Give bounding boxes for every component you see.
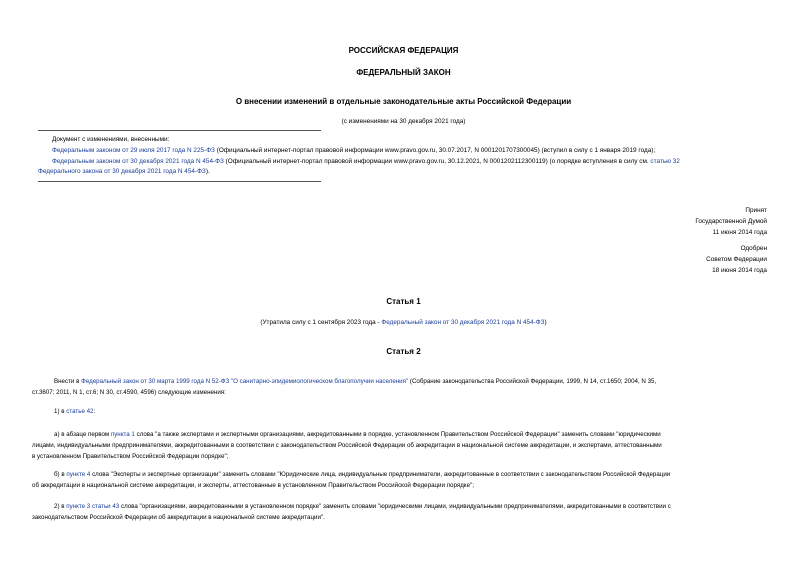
article-1-note-link[interactable]: Федеральный закон от 30 декабря 2021 года N 454-ФЗ bbox=[381, 319, 545, 326]
p5-line-2: законодательством Российской Федерации об аккредитации в национальной системе аккредитации". bbox=[32, 514, 325, 521]
amendment-link-454fz[interactable]: Федеральным законом от 30 декабря 2021 года N 454-ФЗ bbox=[52, 158, 224, 165]
p3-line-3: в установленном Правительством Российской Федерации порядке"; bbox=[32, 453, 229, 460]
article-2-paragraph-4 bbox=[32, 469, 776, 491]
p5-text: слова "организациями, аккредитованными в установленном порядке" заменить словами "юридическими лицами, индивидуальными предпринимателями, аккредитованными в соответствии с bbox=[119, 503, 671, 510]
item-1-link[interactable]: пункта 1 bbox=[110, 431, 135, 438]
p4-line-2: об аккредитации в национальной системе аккредитации, и эксперты, аттестованные в установленном Правительством Российской Федерации порядке"; bbox=[32, 482, 474, 489]
amendments-intro: Документ с изменениями, внесенными: bbox=[52, 136, 170, 143]
article-1-note bbox=[0, 317, 807, 328]
p2-prefix: 1) в bbox=[54, 408, 67, 415]
accepted-by: Государственной Думой bbox=[695, 218, 767, 225]
article-1-note-prefix: (Утратила силу с 1 сентября 2023 года - bbox=[260, 319, 382, 326]
article-2-paragraph-1 bbox=[32, 376, 776, 398]
p3-line-2: лицами, индивидуальными предпринимателями, аккредитованными в соответствии с законодательством Российской Федерации об аккредитации в национальной системе аккредитации, и экспертами, аттестованными bbox=[32, 442, 662, 449]
p4-prefix: б) в bbox=[54, 471, 67, 478]
p1-line-2: ст.3607; 2011, N 1, ст.6; N 30, ст.4590, 4596) следующие изменения: bbox=[32, 389, 226, 396]
country-heading: РОССИЙСКАЯ ФЕДЕРАЦИЯ bbox=[348, 46, 459, 55]
p5-prefix: 2) в bbox=[54, 503, 67, 510]
document-title: О внесении изменений в отдельные законодательные акты Российской Федерации bbox=[235, 97, 572, 106]
article-2-heading: Статья 2 bbox=[386, 347, 421, 356]
top-divider bbox=[38, 130, 321, 131]
article-1-heading: Статья 1 bbox=[386, 297, 421, 306]
bottom-divider bbox=[38, 181, 321, 182]
article-32-link[interactable]: статью 32 bbox=[650, 158, 680, 165]
article-2-paragraph-2 bbox=[32, 406, 776, 417]
article-1-note-suffix: ) bbox=[544, 319, 547, 326]
p3-text: слова "а также экспертами и экспертными организациями, аккредитованными в порядке, установленном Правительством Российской Федерации" заменить словами "юридическими bbox=[134, 431, 661, 438]
accepted-date: 11 июня 2014 года bbox=[712, 229, 767, 236]
law-52fz-link[interactable]: Федеральный закон от 30 марта 1999 года N 52-ФЗ "О санитарно-эпидемиологическом благополучии населения" bbox=[81, 378, 409, 385]
approved-label: Одобрен bbox=[740, 245, 767, 252]
item-4-link[interactable]: пункте 4 bbox=[66, 471, 91, 478]
adoption-council bbox=[706, 243, 767, 276]
approved-date: 18 июня 2014 года bbox=[712, 267, 767, 274]
accepted-label: Принят bbox=[745, 207, 767, 214]
amendment-item-2-end: ). bbox=[205, 168, 210, 175]
amendment-item-2-text: (Официальный интернет-портал правовой информации www.pravo.gov.ru, 30.12.2021, N 0001202112300119) (о порядке вступления в силу см. bbox=[223, 158, 651, 165]
article-43-item-3-link[interactable]: пункте 3 статьи 43 bbox=[66, 503, 120, 510]
amendment-item-1 bbox=[52, 145, 655, 156]
article-2-paragraph-3 bbox=[32, 429, 776, 462]
amendment-link-454fz-2[interactable]: Федерального закона от 30 декабря 2021 года N 454-ФЗ bbox=[38, 168, 206, 175]
p3-prefix: а) в абзаце первом bbox=[54, 431, 111, 438]
article-2-paragraph-5 bbox=[32, 501, 776, 523]
amendment-item-2-cont bbox=[38, 166, 210, 177]
adoption-duma bbox=[695, 205, 767, 238]
p2-suffix: : bbox=[93, 408, 96, 415]
p4-text: слова "Эксперты и экспертные организации" заменить словами "Юридические лица, индивидуальные предприниматели, аккредитованные в соответствии с законодательством Российской Федерации bbox=[90, 471, 671, 478]
amendment-link-225fz[interactable]: Федеральным законом от 29 июля 2017 года N 225-ФЗ bbox=[52, 147, 215, 154]
approved-by: Советом Федерации bbox=[706, 256, 767, 263]
p1-prefix: Внести в bbox=[54, 378, 82, 385]
amendment-item-1-text: (Официальный интернет-портал правовой информации www.pravo.gov.ru, 30.07.2017, N 0001201707300045) (вступил в силу с 1 января 2019 года); bbox=[214, 147, 656, 154]
revision-note: (с изменениями на 30 декабря 2021 года) bbox=[341, 118, 466, 125]
article-42-link[interactable]: статье 42 bbox=[66, 408, 94, 415]
law-type-heading: ФЕДЕРАЛЬНЫЙ ЗАКОН bbox=[356, 68, 451, 77]
p1-text: (Собрание законодательства Российской Федерации, 1999, N 14, ст.1650; 2004, N 35, bbox=[408, 378, 657, 385]
